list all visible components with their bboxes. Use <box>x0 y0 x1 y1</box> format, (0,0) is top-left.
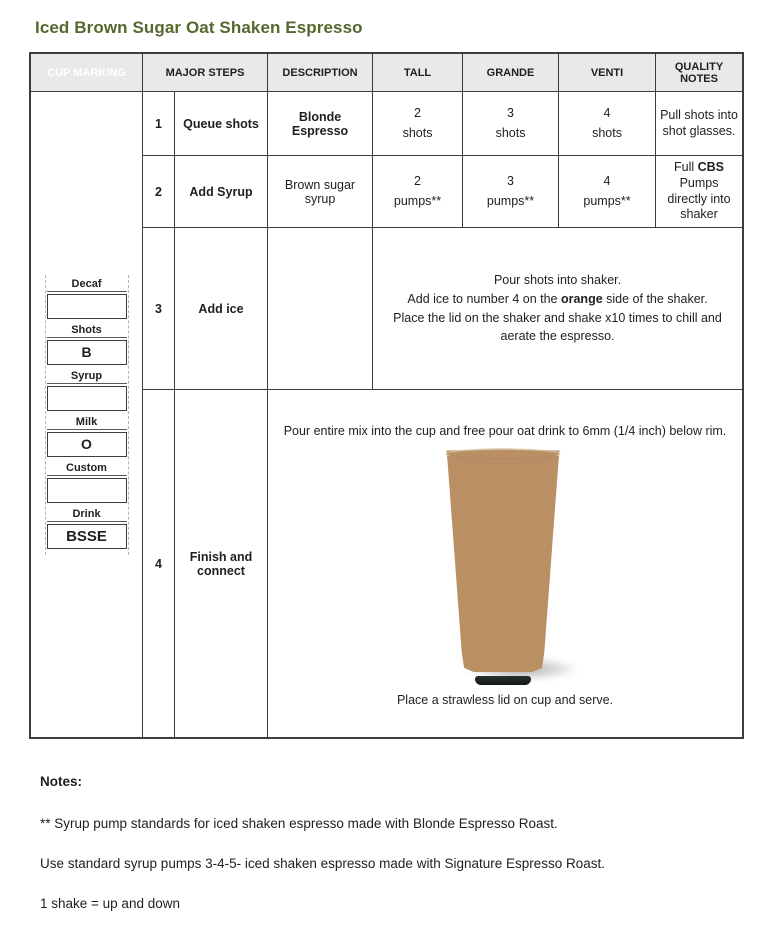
tall-value: 2 <box>414 174 421 189</box>
shake-line-1: Pour shots into shaker. <box>493 273 622 287</box>
shake-instructions <box>382 271 734 346</box>
step-number: 1 <box>143 92 175 156</box>
cup-field-value-decaf <box>47 294 127 319</box>
notes-section <box>40 774 741 911</box>
header-row <box>31 54 743 92</box>
step-number: 4 <box>143 390 175 738</box>
cup-base <box>475 676 531 685</box>
venti-value: 4 <box>603 106 611 121</box>
cup-field-label-shots: Shots <box>47 322 127 338</box>
shake-line-2-bold: orange <box>560 291 603 306</box>
iced-espresso-cup-image <box>444 448 562 672</box>
description-cell-empty <box>268 228 373 390</box>
grande-value: 3 <box>507 106 514 121</box>
finish-instruction-top: Pour entire mix into the cup and free pour oat drink to 6mm (1/4 inch) below rim. <box>283 423 727 438</box>
cup-field-label-milk: Milk <box>47 414 127 430</box>
cup-field-label-drink: Drink <box>47 506 127 522</box>
grande-unit: pumps** <box>486 193 535 208</box>
venti-value: 4 <box>603 174 611 189</box>
tall-cell <box>373 156 463 228</box>
cup-field-value-shots: B <box>47 340 127 365</box>
quality-text-bold: CBS <box>697 160 725 175</box>
cup-field-label-syrup: Syrup <box>47 368 127 384</box>
drink-photo <box>430 448 580 685</box>
tall-unit: pumps** <box>393 193 442 208</box>
shake-instructions-cell <box>373 228 743 390</box>
note-standard-syrup-pumps: Use standard syrup pumps 3-4-5- iced shaken espresso made with Signature Espresso Roast. <box>40 856 606 871</box>
finish-instruction-bottom: Place a strawless lid on cup and serve. <box>396 693 614 708</box>
header-cup-marking: CUP MARKING <box>31 54 143 92</box>
page-title: Iced Brown Sugar Oat Shaken Espresso <box>35 18 363 37</box>
grande-value: 3 <box>507 174 514 189</box>
grande-cell <box>463 156 559 228</box>
shake-line-2: side of the shaker. <box>602 291 708 306</box>
header-grande: GRANDE <box>463 54 559 92</box>
cup-marking-stack <box>45 275 129 555</box>
shake-line-2: Add ice to number 4 on the <box>407 291 561 306</box>
venti-unit: pumps** <box>583 193 631 208</box>
cup-field-value-milk: O <box>47 432 127 457</box>
note-syrup-pump-standards: ** Syrup pump standards for iced shaken espresso made with Blonde Espresso Roast. <box>40 816 558 831</box>
tall-unit: shots <box>402 125 433 140</box>
cup-field-value-drink: BSSE <box>47 524 127 549</box>
tall-value: 2 <box>414 106 421 121</box>
cup-field-value-syrup <box>47 386 127 411</box>
quality-text: Pumps directly into shaker <box>667 175 731 222</box>
header-major-steps: MAJOR STEPS <box>143 54 268 92</box>
grande-unit: shots <box>495 125 526 140</box>
header-quality-notes: QUALITY NOTES <box>656 54 743 92</box>
cup-field-label-custom: Custom <box>47 460 127 476</box>
tall-cell <box>373 92 463 156</box>
cup-marking-column <box>31 92 143 738</box>
recipe-table <box>30 53 743 738</box>
table-row-step-1 <box>31 92 743 156</box>
header-venti: VENTI <box>559 54 656 92</box>
finish-cell <box>268 390 743 738</box>
step-number: 2 <box>143 156 175 228</box>
step-action: Finish and connect <box>175 390 268 738</box>
venti-cell <box>559 92 656 156</box>
header-tall: TALL <box>373 54 463 92</box>
venti-unit: shots <box>592 125 622 140</box>
description-cell: Brown sugar syrup <box>268 156 373 228</box>
step-action: Add ice <box>175 228 268 390</box>
description-cell: Blonde Espresso <box>268 92 373 156</box>
quality-notes-cell <box>656 156 743 228</box>
cup-field-label-decaf: Decaf <box>47 276 127 292</box>
quality-text: Full <box>674 160 698 175</box>
step-action: Queue shots <box>175 92 268 156</box>
grande-cell <box>463 92 559 156</box>
venti-cell <box>559 156 656 228</box>
notes-heading: Notes: <box>40 774 83 789</box>
cup-field-value-custom <box>47 478 127 503</box>
shake-line-3: Place the lid on the shaker and shake x10 times to chill and aerate the espresso. <box>393 310 722 344</box>
quality-notes-cell: Pull shots into shot glasses. <box>656 92 743 156</box>
note-shake-definition: 1 shake = up and down <box>40 896 180 911</box>
step-number: 3 <box>143 228 175 390</box>
header-description: DESCRIPTION <box>268 54 373 92</box>
step-action: Add Syrup <box>175 156 268 228</box>
